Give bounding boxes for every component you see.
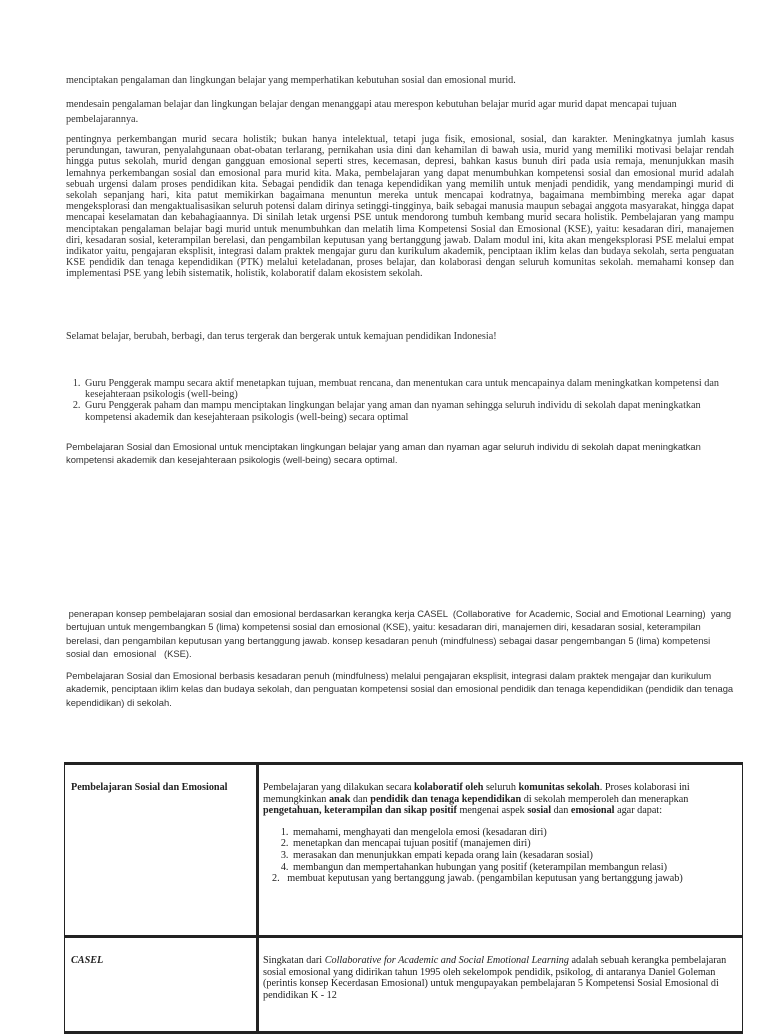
intro-line-1: menciptakan pengalaman dan lingkungan belajar yang memperhatikan kebutuhan sosial dan emosional murid. [66, 75, 516, 86]
list-item: 3. merasakan dan menunjukkan empati kepada orang lain (kesadaran sosial) [291, 850, 734, 862]
definition-casel: Singkatan dari Collaborative for Academic and Social Emotional Learning adalah sebuah kerangka pembelajaran sosial emosional yang didirikan tahun 1995 oleh sekelompok pendidik, psikolog, di antaranya Daniel Goleman (perintis konsep Kecerdasan Emosional) untuk mengupayakan pembelajaran 5 Kompetensi Sosial Emosional di pendidikan K - 12 [258, 937, 743, 1033]
closing-line: Selamat belajar, berubah, berbagi, dan terus tergerak dan bergerak untuk kemajuan pendidikan Indonesia! [66, 331, 497, 342]
summary-paragraph: Pembelajaran Sosial dan Emosional untuk menciptakan lingkungan belajar yang aman dan nyaman agar seluruh individu di sekolah dapat meningkatkan kompetensi akademik dan kesejahteraan psikologis (well-being) secara optimal. [66, 441, 701, 466]
definition-table [64, 762, 743, 1034]
goal-item: 2. Guru Penggerak paham dan mampu menciptakan lingkungan belajar yang aman dan nyaman sehingga seluruh individu di sekolah dapat meningkatkan kompetensi akademik dan kesejahteraan psikologis (well-being) secara optimal [83, 400, 743, 422]
list-item: 4. membangun dan mempertahankan hubungan yang positif (keterampilan membangun relasi) [291, 862, 734, 874]
intro-paragraph: pentingnya perkembangan murid secara holistik; bukan hanya intelektual, tetapi juga fisik, emosional, sosial, dan karakter. Meningkatnya jumlah kasus perundungan, tawuran, penyalahgunaan obat-obatan terlarang, pernikahan usia dini dan kehamilan di bawah usia, murid yang memiliki motivasi belajar rendah hingga putus sekolah, murid dengan gangguan emosional seperti stres, kecemasan, depresi, bahkan kasus bunuh diri pada usia remaja, menunjukkan masih lemahnya perkembangan sosial dan emosional para murid kita. Maka, pembelajaran yang dapat menumbuhkan kompetensi sosial dan emosional murid adalah sebuah urgensi dalam proses pendidikan kita. Sebagai pendidik dan tenaga kependidikan yang memilih untuk menjadi pendidik, yang mendampingi murid di sekolah sepanjang hari, kita patut memikirkan bagaimana menuntun mereka untuk mencapai kodratnya, bagaimana membimbing mereka agar dapat mengeksplorasi dan mengaktualisasikan seluruh potensi dalam dirinya setinggi-tingginya, baik sebagai manusia maupun sebagai anggota masyarakat, hingga dapat mencapai keselamatan dan kebahagiaannya. Di sinilah letak urgensi PSE untuk mendorong tumbuh kembang murid secara holistik. Pembelajaran yang mampu menciptakan pengalaman belajar bagi murid untuk menumbuhkan dan melatih lima Kompetensi Sosial dan Emosional (KSE), yaitu: kesadaran diri, manajemen diri, kesadaran sosial, keterampilan berelasi, dan pengambilan keputusan yang bertanggung jawab. Dalam modul ini, kita akan mengeksplorasi PSE melalui empat indikator yaitu, pengajaran eksplisit, integrasi dalam praktek mengajar guru dan kurikulum akademik, penciptaan iklim kelas dan budaya sekolah, serta penguatan KSE pendidik dan tenaga kependidikan (PTK) melalui keteladanan, proses belajar, dan kolaborasi dengan seluruh komunitas sekolah. memahami konsep dan implementasi PSE yang lebih sistematik, holistik, kolaboratif dalam ekosistem sekolah. [66, 134, 734, 280]
list-item: 1. memahami, menghayati dan mengelola emosi (kesadaran diri) [291, 827, 734, 839]
kse-list [263, 827, 734, 873]
list-item: 2. menetapkan dan mencapai tujuan positif (manajemen diri) [291, 838, 734, 850]
table-row [65, 937, 743, 1033]
mindfulness-paragraph: Pembelajaran Sosial dan Emosional berbasis kesadaran penuh (mindfulness) melalui pengajaran eksplisit, integrasi dalam praktek mengajar dan kurikulum akademik, penciptaan iklim kelas dan budaya sekolah, dan penguatan kompetensi sosial dan emosional pendidik dan tenaga kependidikan (pendidik dan tenaga kependidikan) di sekolah. [66, 670, 734, 708]
table-row [65, 764, 743, 937]
casel-paragraph: penerapan konsep pembelajaran sosial dan emosional berdasarkan kerangka kerja CASEL (Collaborative for Academic, Social and Emotional Learning) yang bertujuan untuk mengembangkan 5 (lima) kompetensi sosial dan emosional (KSE), yaitu: kesadaran diri, manajemen diri, kesadaran sosial, keterampilan berelasi, dan pengambilan keputusan yang bertanggung jawab. konsep kesadaran penuh (mindfulness) sebagai dasar pengembangan 5 (lima) kompetensi sosial dan emosional (KSE). [66, 608, 734, 660]
term-casel: CASEL [65, 937, 258, 1033]
definition-pse [258, 764, 743, 937]
intro-line-2: mendesain pengalaman belajar dan lingkungan belajar dengan menanggapi atau merespon kebutuhan belajar murid agar murid dapat mencapai tujuan pembelajarannya. [66, 99, 677, 125]
goals-list [66, 378, 743, 423]
list-item-last: 2. membuat keputusan yang bertanggung jawab. (pengambilan keputusan yang bertanggung jawab) [272, 873, 683, 885]
definition-pse-text: Pembelajaran yang dilakukan secara kolaboratif oleh seluruh komunitas sekolah. Proses kolaborasi ini memungkinkan anak dan pendidik dan tenaga kependidikan di sekolah memperoleh dan menerapkan pengetahuan, keterampilan dan sikap positif mengenai aspek sosial dan emosional agar dapat: [263, 782, 690, 817]
term-pse: Pembelajaran Sosial dan Emosional [65, 764, 258, 937]
goal-item: 1. Guru Penggerak mampu secara aktif menetapkan tujuan, membuat rencana, dan menentukan cara untuk mencapainya dalam meningkatkan kompetensi dan kesejahteraan psikologis (well-being) [83, 378, 743, 400]
